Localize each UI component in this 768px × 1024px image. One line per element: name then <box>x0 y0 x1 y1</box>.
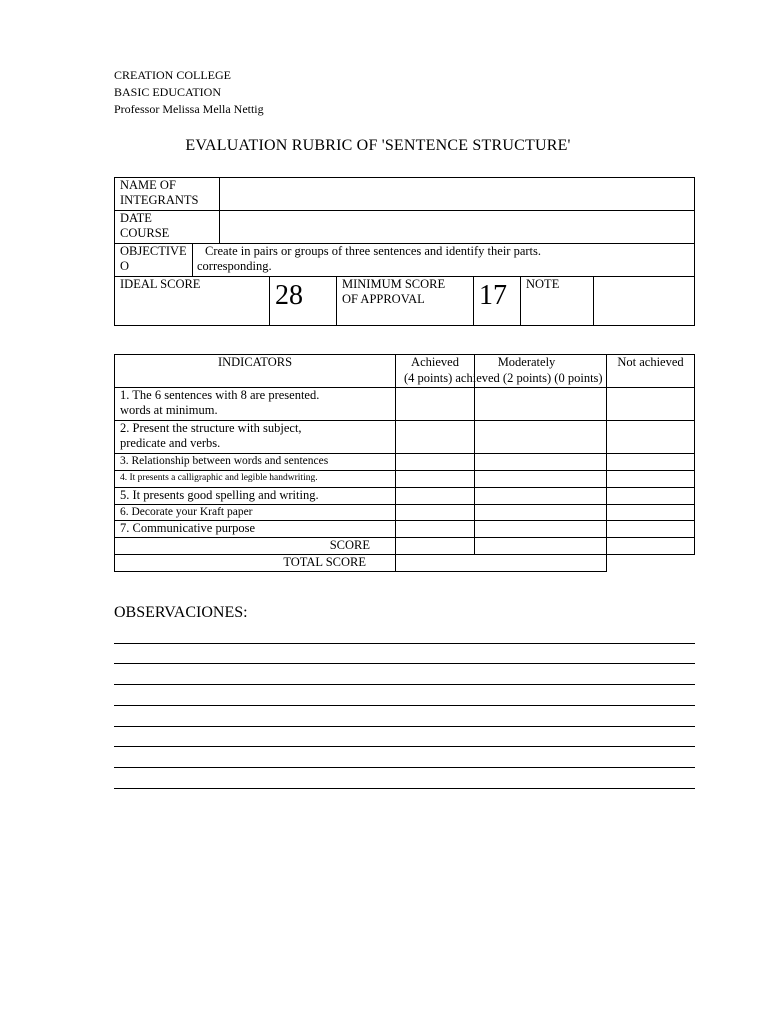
min-score-label-line1: MINIMUM SCORE <box>342 277 446 291</box>
observation-line[interactable] <box>114 788 695 789</box>
indicator-3-not-achieved[interactable] <box>607 454 695 471</box>
indicator-row-1 <box>115 388 396 421</box>
indicator-6-achieved[interactable] <box>396 505 475 521</box>
indicators-header-label: INDICATORS <box>217 355 293 369</box>
indicator-6-not-achieved[interactable] <box>607 505 695 521</box>
score-moderately[interactable] <box>475 538 607 555</box>
indicator-row-3: 3. Relationship between words and sentences <box>115 454 396 471</box>
name-label-cell <box>115 178 220 211</box>
observation-line[interactable] <box>114 726 695 727</box>
observation-line[interactable] <box>114 767 695 768</box>
indicator-2-achieved[interactable] <box>396 421 475 454</box>
observation-line[interactable] <box>114 746 695 747</box>
name-label-line1: NAME OF <box>120 178 176 192</box>
objective-text-line2: corresponding. <box>197 259 272 273</box>
observation-line[interactable] <box>114 643 695 644</box>
objective-text-line1: Create in pairs or groups of three sentences and identify their parts. <box>205 244 541 258</box>
indicator-4-achieved[interactable] <box>396 471 475 488</box>
min-score-label-line2: OF APPROVAL <box>342 292 425 306</box>
observation-line[interactable] <box>114 663 695 664</box>
ideal-score-value: 28 <box>270 277 337 326</box>
course-label: COURSE <box>120 226 170 240</box>
note-value-cell[interactable] <box>594 277 695 326</box>
note-label-cell <box>521 277 594 326</box>
indicator-3-achieved[interactable] <box>396 454 475 471</box>
indicator-2-line2: predicate and verbs. <box>120 436 221 450</box>
points-header-line: (4 points) achieved (2 points) (0 points) <box>404 371 603 385</box>
indicator-4-moderately[interactable] <box>475 471 607 488</box>
date-course-label-cell <box>115 211 220 244</box>
indicator-1-not-achieved[interactable] <box>607 388 695 421</box>
school-name: CREATION COLLEGE <box>114 68 231 82</box>
name-value-cell[interactable] <box>220 178 695 211</box>
professor-name: Professor Melissa Mella Nettig <box>114 102 264 116</box>
indicators-header <box>115 355 396 388</box>
indicators-table <box>114 354 695 572</box>
indicator-4-not-achieved[interactable] <box>607 471 695 488</box>
min-score-value: 17 <box>474 277 521 326</box>
date-label: DATE <box>120 211 152 225</box>
indicator-7-achieved[interactable] <box>396 521 475 538</box>
total-score-label: TOTAL SCORE <box>115 555 396 572</box>
indicator-row-6: 6. Decorate your Kraft paper <box>115 505 396 521</box>
objective-text-cell <box>193 244 695 277</box>
indicator-3-moderately[interactable] <box>475 454 607 471</box>
indicator-7-not-achieved[interactable] <box>607 521 695 538</box>
indicator-row-4: 4. It presents a calligraphic and legible handwriting. <box>115 471 396 488</box>
indicator-6-moderately[interactable] <box>475 505 607 521</box>
document-title: EVALUATION RUBRIC OF 'SENTENCE STRUCTURE' <box>185 137 571 154</box>
achieved-header-label: Achieved <box>411 355 459 369</box>
indicator-row-7: 7. Communicative purpose <box>115 521 396 538</box>
indicator-2-moderately[interactable] <box>475 421 607 454</box>
not-achieved-header <box>607 355 695 388</box>
min-score-label-cell <box>337 277 474 326</box>
not-achieved-header-label: Not achieved <box>617 355 684 369</box>
info-table <box>114 177 695 326</box>
indicator-row-2 <box>115 421 396 454</box>
objective-label-line2: O <box>120 259 130 273</box>
date-course-value-cell[interactable] <box>220 211 695 244</box>
moderately-header-label: Moderately <box>497 355 556 369</box>
indicator-1-line2: words at minimum. <box>120 403 218 417</box>
observation-line[interactable] <box>114 705 695 706</box>
ideal-score-label-cell <box>115 277 270 326</box>
name-label-line2: INTEGRANTS <box>120 193 199 207</box>
education-level: BASIC EDUCATION <box>114 85 222 99</box>
total-score-empty <box>607 555 695 572</box>
indicator-1-moderately[interactable] <box>475 388 607 421</box>
observation-line[interactable] <box>114 684 695 685</box>
observations-title: OBSERVACIONES: <box>114 604 248 621</box>
score-not-achieved[interactable] <box>607 538 695 555</box>
score-label: SCORE <box>115 538 396 555</box>
indicator-1-achieved[interactable] <box>396 388 475 421</box>
total-score-value[interactable] <box>396 555 607 572</box>
objective-label-line1: OBJECTIVE <box>120 244 187 258</box>
indicator-row-5: 5. It presents good spelling and writing. <box>115 488 396 505</box>
indicator-2-line1: 2. Present the structure with subject, <box>120 421 302 435</box>
ideal-score-label: IDEAL SCORE <box>120 277 201 291</box>
indicator-5-not-achieved[interactable] <box>607 488 695 505</box>
objective-label-cell <box>115 244 193 277</box>
indicator-5-moderately[interactable] <box>475 488 607 505</box>
indicator-5-achieved[interactable] <box>396 488 475 505</box>
indicator-2-not-achieved[interactable] <box>607 421 695 454</box>
score-achieved[interactable] <box>396 538 475 555</box>
indicator-1-line1: 1. The 6 sentences with 8 are presented. <box>120 388 320 402</box>
indicator-7-moderately[interactable] <box>475 521 607 538</box>
note-label: NOTE <box>526 277 560 291</box>
